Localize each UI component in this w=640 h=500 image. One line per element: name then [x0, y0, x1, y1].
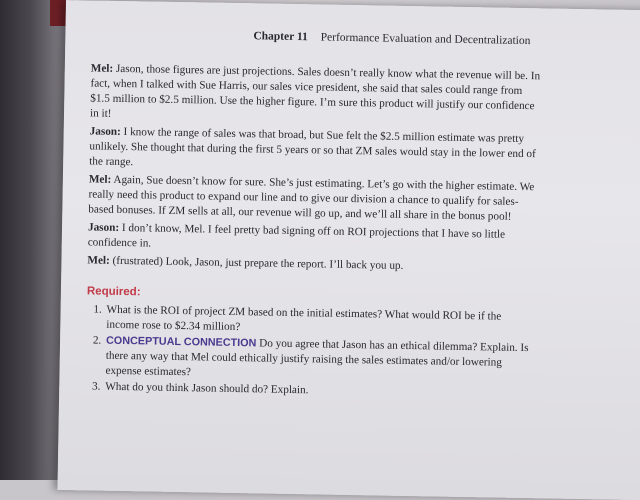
question-text: Do you agree that Jason has an ethical dilemma? Explain. Is there any way that Mel could ethically justify raising the sales estimates and/or lowering expense estimates?: [105, 337, 529, 379]
conceptual-connection-label: CONCEPTUAL CONNECTION: [105, 334, 257, 350]
dialogue-line: [88, 172, 539, 225]
dialogue-text: I don’t know, Mel. I feel pretty bad signing off on ROI projections that I have so little confidence in.: [87, 222, 506, 250]
chapter-label: Chapter 11: [253, 30, 308, 44]
speaker-name: Jason:: [89, 125, 121, 138]
speaker-name: Mel:: [90, 62, 114, 75]
question-list: [85, 302, 537, 402]
dialogue-line: [90, 61, 541, 129]
dialogue-text: Again, Sue doesn’t know for sure. She’s just estimating. Let’s go with the higher estimate. We really need this product to expand our line and to give our division a chance to qualify for sales-based bonuses. If ZM sells at all, our revenue will go up, and we’ll all share in the bonus pool!: [88, 173, 535, 223]
running-header: [253, 30, 530, 47]
question-text: What do you think Jason should do? Explain.: [105, 380, 309, 397]
chapter-title: Performance Evaluation and Decentralization: [320, 31, 531, 48]
required-heading: Required:: [86, 285, 141, 299]
dialogue-line: [88, 220, 538, 258]
speaker-name: Mel:: [88, 173, 112, 186]
question-text: What is the ROI of project ZM based on the initial estimates? What would ROI be if the income rose to $2.34 million?: [106, 303, 502, 334]
speaker-name: Mel:: [87, 254, 110, 267]
question-item: [103, 334, 536, 387]
dialogue-line: [89, 124, 540, 177]
dialogue-text: Jason, those figures are just projections. Sales doesn’t really know what the revenue will be. In fact, when I talked with Sue Harris, our sales vice president, she said that sales could range from $1.5 million to $2.5 million. Use the higher figure. I’m sure this product will justify our confidence in it!: [89, 62, 541, 120]
speaker-name: Jason:: [87, 221, 120, 234]
dialogue-text: (frustrated) Look, Jason, just prepare the report. I’ll back you up.: [112, 254, 404, 272]
page-content: [85, 61, 541, 403]
book-page: [57, 0, 640, 500]
dialogue-text: I know the range of sales was that broad, but Sue felt the $2.5 million estimate was pretty unlikely. She thought that during the first 5 years or so that ZM sales would stay in the lower end of the range.: [89, 126, 536, 169]
